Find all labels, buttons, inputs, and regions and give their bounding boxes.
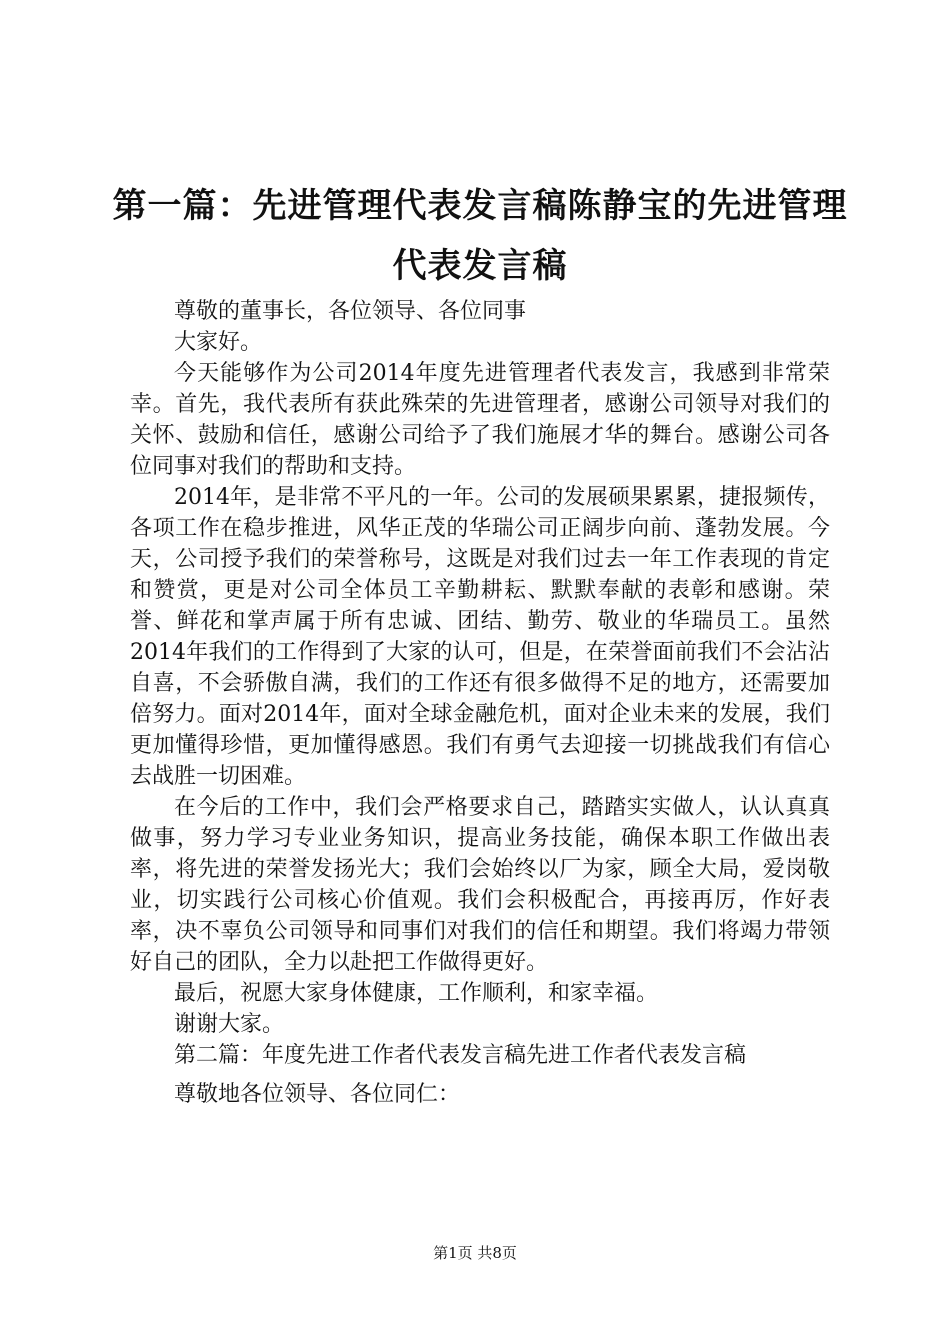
page-number-footer: 第1页 共8页 xyxy=(433,1244,517,1262)
document-title: 第一篇：先进管理代表发言稿陈静宝的先进管理代表发言稿 xyxy=(112,186,848,286)
paragraph-2014: 2014年，是非常不平凡的一年。公司的发展硕果累累，捷报频传，各项工作在稳步推进，风华正茂的华瑞公司正阔步向前、蓬勃发展。今天，公司授予我们的荣誉称号，这既是对我们过去一年工作表现的肯定和赞赏，更是对公司全体员工辛勤耕耘、默默奉献的表彰和感谢。荣誉、鲜花和掌声属于所有忠诚、团结、勤劳、敬业的华瑞员工。虽然2014年我们的工作得到了大家的认可，但是，在荣誉面前我们不会沾沾自喜，不会骄傲自满，我们的工作还有很多做得不足的地方，还需要加倍努力。面对2014年，面对全球金融危机，面对企业未来的发展，我们更加懂得珍惜，更加懂得感恩。我们有勇气去迎接一切挑战我们有信心去战胜一切困难。 xyxy=(130,485,830,789)
paragraph-future-work: 在今后的工作中，我们会严格要求自己，踏踏实实做人，认认真真做事，努力学习专业业务知识，提高业务技能，确保本职工作做出表率，将先进的荣誉发扬光大；我们会始终以厂为家，顾全大局，爱岗敬业，切实践行公司核心价值观。我们会积极配合，再接再厉，作好表率，决不辜负公司领导和同事们对我们的信任和期望。我们将竭力带领好自己的团队，全力以赴把工作做得更好。 xyxy=(130,795,830,975)
paragraph-thanks: 谢谢大家。 xyxy=(174,1012,285,1037)
section-two-salutation: 尊敬地各位领导、各位同仁： xyxy=(174,1082,461,1107)
paragraph-wishes: 最后，祝愿大家身体健康，工作顺利，和家幸福。 xyxy=(174,981,659,1006)
document-body xyxy=(130,296,830,1110)
paragraph-intro: 今天能够作为公司2014年度先进管理者代表发言，我感到非常荣幸。首先，我代表所有获此殊荣的先进管理者，感谢公司领导对我们的关怀、鼓励和信任，感谢公司给予了我们施展才华的舞台。感谢公司各位同事对我们的帮助和支持。 xyxy=(130,361,830,479)
greeting: 大家好。 xyxy=(174,330,263,355)
salutation: 尊敬的董事长，各位领导、各位同事 xyxy=(174,299,527,324)
section-two-heading: 第二篇：年度先进工作者代表发言稿先进工作者代表发言稿 xyxy=(174,1043,747,1068)
